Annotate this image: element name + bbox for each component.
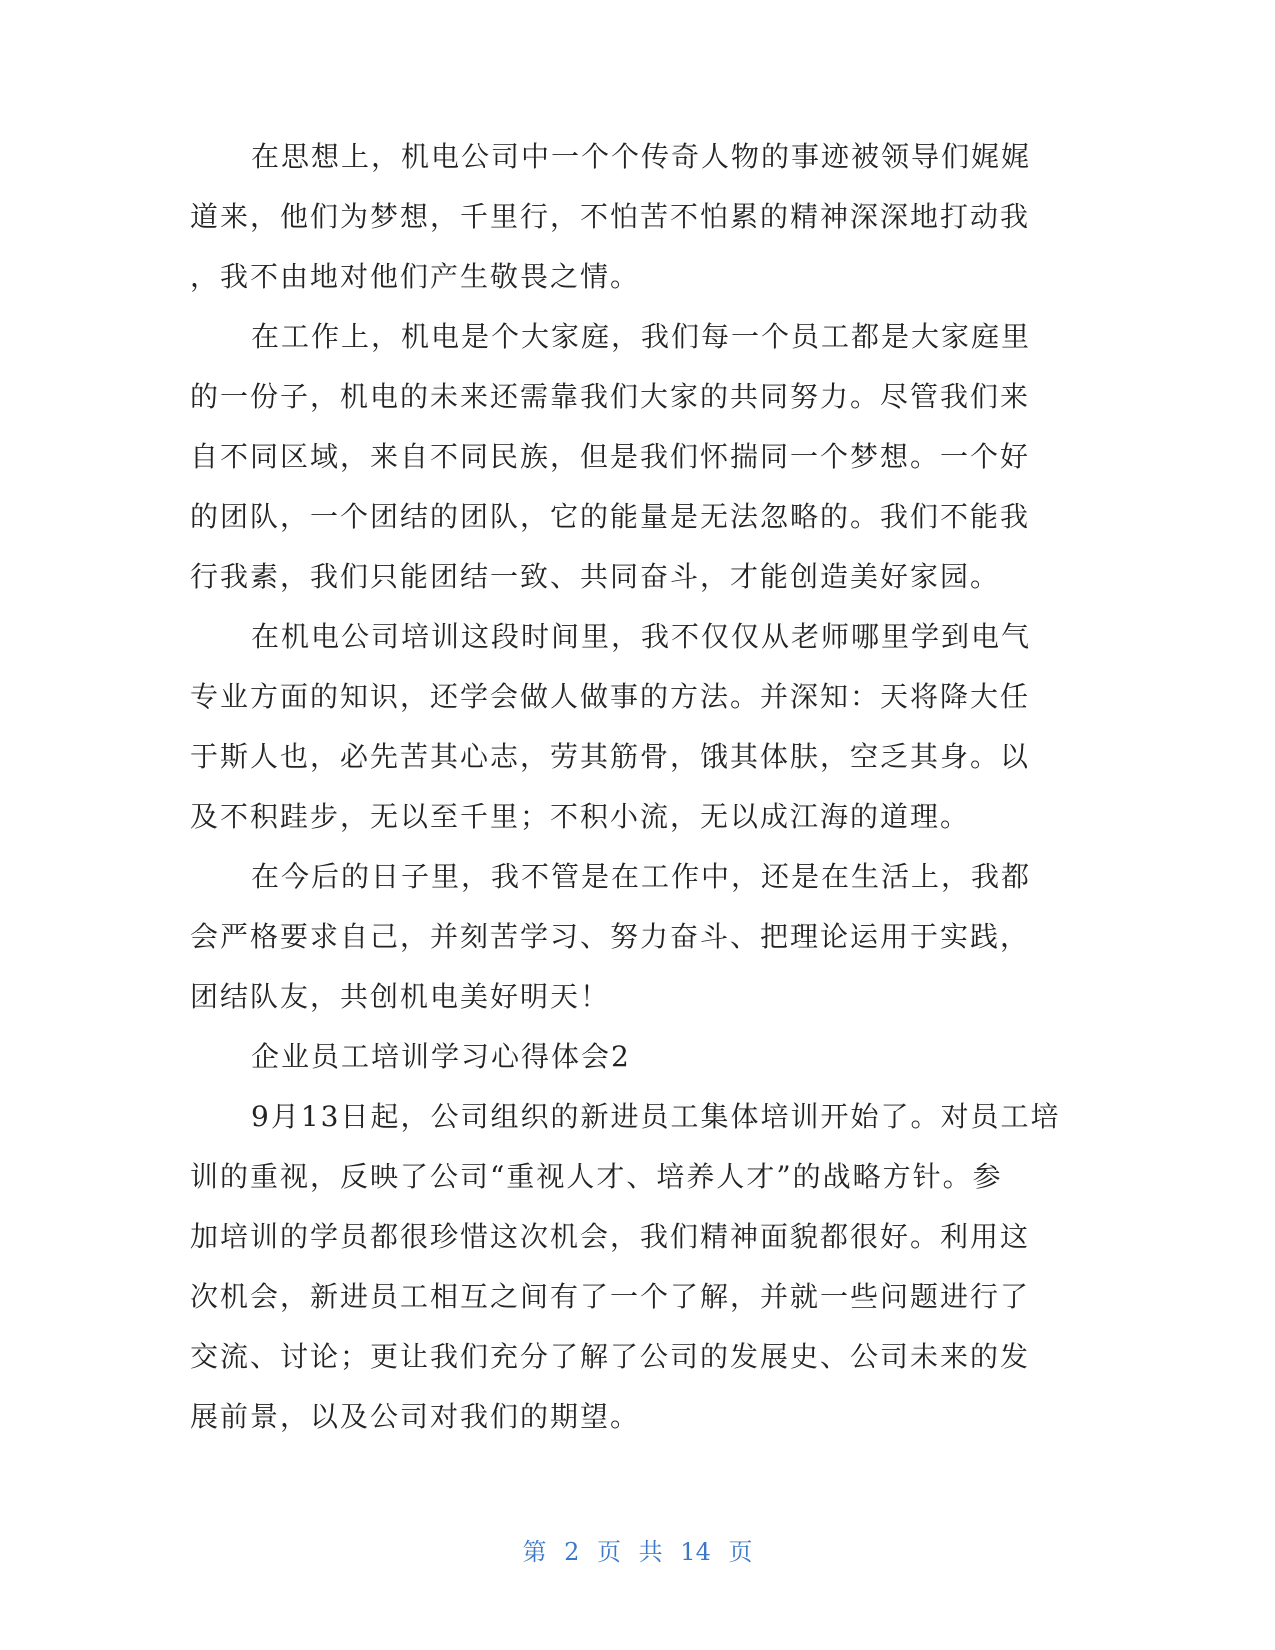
text-line: 在工作上，机电是个大家庭，我们每一个员工都是大家庭里	[251, 320, 1032, 353]
text-line: 会严格要求自己，并刻苦学习、努力奋斗、把理论运用于实践，	[190, 920, 1031, 953]
text-line: 的团队，一个团结的团队，它的能量是无法忽略的。我们不能我	[190, 500, 1031, 533]
text-line: 企业员工培训学习心得体会2	[251, 1040, 631, 1073]
text-line: 行我素，我们只能团结一致、共同奋斗，才能创造美好家园。	[190, 560, 1001, 593]
text-line: 加培训的学员都很珍惜这次机会，我们精神面貌都很好。利用这	[190, 1220, 1031, 1253]
text-line: 训的重视，反映了公司“重视人才、培养人才”的战略方针。参	[190, 1160, 1003, 1193]
text-line: 在今后的日子里，我不管是在工作中，还是在生活上，我都	[251, 860, 1032, 893]
text-line: ，我不由地对他们产生敬畏之情。	[190, 260, 641, 293]
text-line: 交流、讨论；更让我们充分了解了公司的发展史、公司未来的发	[190, 1340, 1031, 1373]
document-body	[190, 142, 1070, 1462]
text-line: 及不积跬步，无以至千里；不积小流，无以成江海的道理。	[190, 800, 971, 833]
text-line: 团结队友，共创机电美好明天！	[190, 980, 611, 1013]
text-line: 在思想上，机电公司中一个个传奇人物的事迹被领导们娓娓	[251, 140, 1032, 173]
text-line: 展前景，以及公司对我们的期望。	[190, 1400, 641, 1433]
text-line: 于斯人也，必先苦其心志，劳其筋骨，饿其体肤，空乏其身。以	[190, 740, 1031, 773]
text-line: 道来，他们为梦想，千里行，不怕苦不怕累的精神深深地打动我	[190, 200, 1031, 233]
text-line: 的一份子，机电的未来还需靠我们大家的共同努力。尽管我们来	[190, 380, 1031, 413]
text-line: 自不同区域，来自不同民族，但是我们怀揣同一个梦想。一个好	[190, 440, 1031, 473]
text-line: 次机会，新进员工相互之间有了一个了解，并就一些问题进行了	[190, 1280, 1031, 1313]
text-line: 9月13日起，公司组织的新进员工集体培训开始了。对员工培	[251, 1100, 1061, 1133]
page-footer: 第 2 页 共 14 页	[522, 1538, 753, 1566]
text-line: 在机电公司培训这段时间里，我不仅仅从老师哪里学到电气	[251, 620, 1032, 653]
text-line: 专业方面的知识，还学会做人做事的方法。并深知：天将降大任	[190, 680, 1031, 713]
